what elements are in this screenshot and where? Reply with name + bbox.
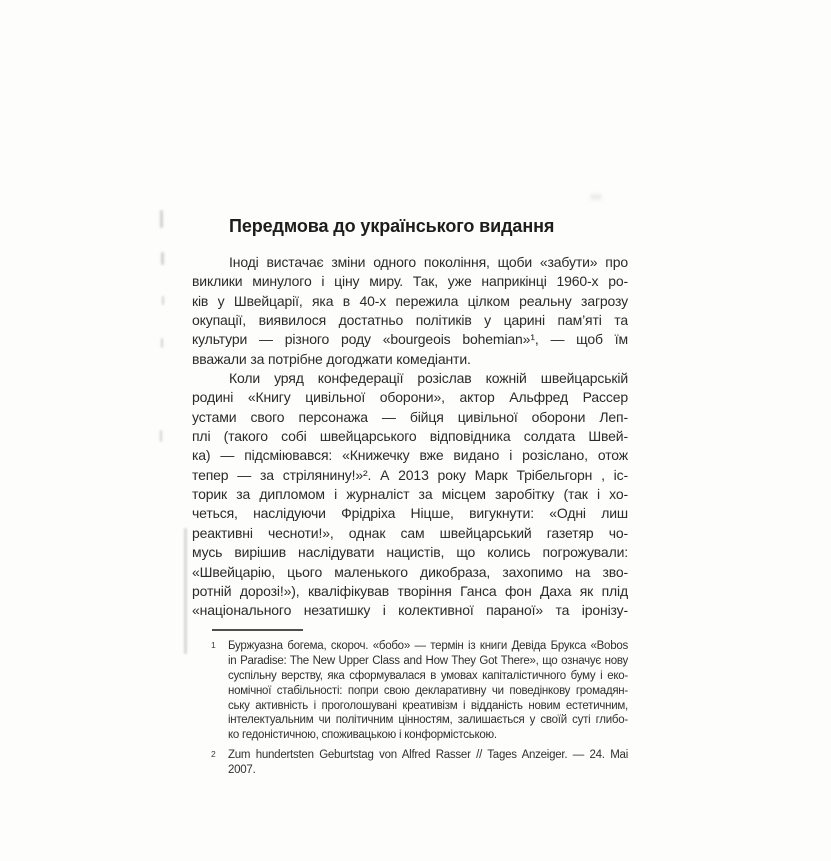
text-line: плі (такого собі швейцарського відповідника солдата Швей- — [192, 428, 628, 445]
footnote-line: суспільну верству, яка сформувалася в умовах капіталістичного буму і еко- — [228, 669, 628, 682]
footnote-line: номічної стабільності: попри свою декларативну чи поведінкову громадян- — [228, 684, 628, 697]
footnote-line: in Paradise: The New Upper Class and How They Got There», що означує нову — [228, 654, 628, 667]
footnote-2-text — [228, 748, 628, 778]
footnote-2 — [211, 748, 628, 778]
footnote-line: Zum hundertsten Geburtstag von Alfred Rasser // Tages Anzeiger. — 24. Mai — [228, 749, 628, 762]
scan-artifact — [160, 210, 163, 228]
footnote-line: інтелектуальним чи політичним цінностям, залишається у своїй суті глибо- — [228, 714, 628, 727]
footnote-line: Буржуазна богема, скороч. «бобо» — термін із книги Девіда Брукса «Bobos — [228, 640, 628, 652]
footnote-1-marker: 1 — [211, 640, 216, 650]
text-line: ка) — підсміювався: «Книжечку вже видано і розіслано, отож — [192, 447, 628, 464]
scan-artifact — [590, 194, 602, 200]
text-line: реактивні чесноти!», однак сам швейцарський газетяр чо- — [192, 524, 628, 541]
scan-artifact — [162, 296, 164, 305]
footnote-2-marker: 2 — [211, 749, 216, 760]
footnote-1 — [211, 639, 628, 743]
footnote-line: ко гедоністичною, споживацькою і конформістською. — [228, 729, 497, 742]
text-line: Іноді вистачає зміни одного покоління, щоби «забути» про — [229, 254, 628, 270]
scan-artifact — [161, 338, 163, 348]
footnote-1-text — [228, 639, 628, 743]
text-line: родині «Книгу цивільної оборони», актор Альфред Рассер — [192, 389, 628, 406]
footnote-separator-rule — [212, 629, 303, 631]
text-line: Коли уряд конфедерації розіслав кожній швейцарській — [229, 370, 628, 387]
text-line: мусь вирішив наслідувати нацистів, що колись погрожували: — [192, 544, 628, 561]
text-line: «Швейцарію, цього маленького дикобраза, захопимо на зво- — [192, 563, 628, 580]
text-line: окупації, виявилося достатньо політиків у царині пам’яті та — [192, 312, 628, 329]
text-line: четься, наслідуючи Фрідріха Ніцше, вигукнути: «Одні лиш — [192, 505, 628, 522]
paragraph-2 — [192, 369, 628, 620]
text-line: устами свого персонажа — бійця цивільної оборони Леп- — [192, 408, 628, 425]
body-text — [192, 253, 628, 621]
footnotes-section — [211, 639, 628, 778]
scan-artifact — [184, 528, 187, 654]
text-line: вважали за потрібне догоджати комедіанти. — [192, 350, 471, 367]
text-line: виклики минулого і ціну миру. Так, уже наприкінці 1960-х ро- — [192, 273, 628, 290]
text-line: торик за дипломом і журналіст за місцем заробітку (так і хо- — [192, 486, 628, 503]
paragraph-1 — [192, 253, 628, 369]
footnote-line: 2007. — [228, 764, 256, 777]
text-line: ків у Швейцарії, яка в 40-х пережила цілком реальну загрозу — [192, 292, 628, 309]
chapter-heading: Передмова до українського видання — [229, 216, 555, 236]
text-line: культури — різного роду «bourgeois bohemian»¹, — щоб їм — [192, 331, 628, 348]
text-line: тепер — за стрілянину!»². А 2013 року Марк Трібельгорн , іс- — [192, 466, 628, 483]
footnote-line: ську активність і проголошувані креативізм і відданість новим естетичним, — [228, 699, 628, 712]
scan-artifact — [161, 252, 164, 265]
text-line: «національного незатишку і колективної параної» та іронізу- — [192, 602, 628, 619]
text-line: ротній дорозі!»), кваліфікував творіння Ганса фон Даха як плід — [192, 582, 628, 599]
scan-artifact — [160, 430, 162, 442]
